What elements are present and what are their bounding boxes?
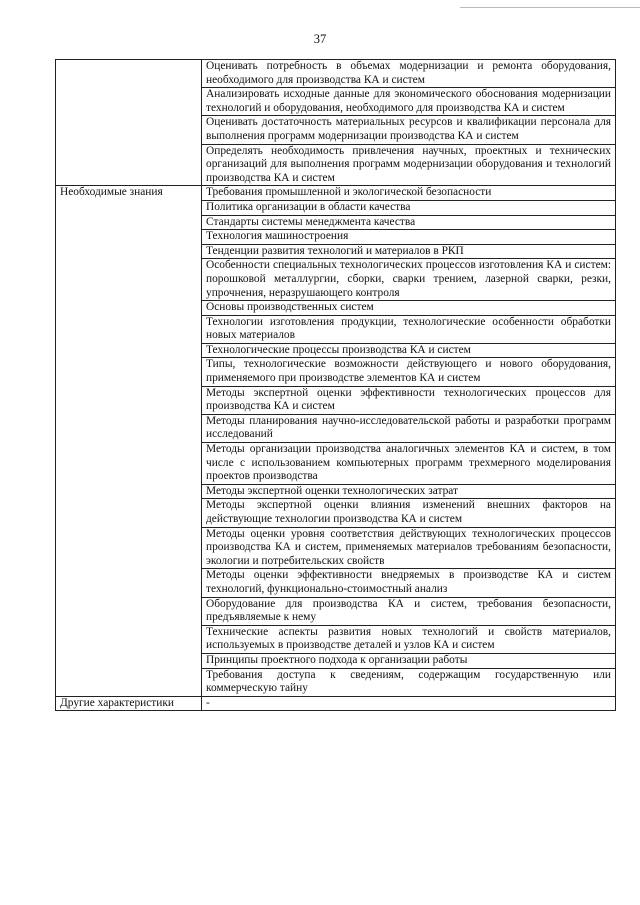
knowledge-item: Тенденции развития технологий и материалов в РКП [202,244,616,259]
knowledge-item: Требования доступа к сведениям, содержащим государственную или коммерческую тайну [202,668,616,696]
knowledge-item: Методы экспертной оценки влияния изменений внешних факторов на действующие технологии производства КА и систем [202,499,616,527]
other-label: Другие характеристики [56,696,202,711]
knowledge-item: Методы планирования научно-исследовательской работы и разработки программ исследований [202,414,616,442]
knowledge-item: Методы экспертной оценки технологических затрат [202,484,616,499]
knowledge-item: Особенности специальных технологических процессов изготовления КА и систем: порошковой металлургии, сборки, сварки трением, лазерной сварки, резки, упрочнения, неразрушающего контроля [202,259,616,301]
knowledge-item: Требования промышленной и экологической безопасности [202,186,616,201]
knowledge-item: Основы производственных систем [202,301,616,316]
skill-item: Анализировать исходные данные для экономического обоснования модернизации технологий и оборудования, необходимого для производства КА и систем [202,88,616,116]
knowledge-item: Технология машиностроения [202,230,616,245]
knowledge-item: Методы организации производства аналогичных элементов КА и систем, в том числе с использованием компьютерных программ трехмерного моделирования проектов производства [202,443,616,485]
knowledge-item: Принципы проектного подхода к организации работы [202,653,616,668]
knowledge-item: Методы экспертной оценки эффективности технологических процессов для производства КА и систем [202,386,616,414]
table-row [56,60,616,88]
knowledge-item: Методы оценки уровня соответствия действующих технологических процессов производства КА и систем, применяемых материалов требованиям безопасности, экологии и потребительских свойств [202,527,616,569]
knowledge-item: Технологии изготовления продукции, технологические особенности обработки новых материалов [202,315,616,343]
knowledge-label: Необходимые знания [56,186,202,696]
top-edge-line [460,7,640,8]
knowledge-item: Стандарты системы менеджмента качества [202,215,616,230]
knowledge-item: Оборудование для производства КА и систем, требования безопасности, предъявляемые к нему [202,597,616,625]
knowledge-item: Типы, технологические возможности действующего и нового оборудования, применяемого при производстве элементов КА и систем [202,358,616,386]
knowledge-item: Методы оценки эффективности внедряемых в производстве КА и систем технологий, функционально-стоимостный анализ [202,569,616,597]
skill-item: Определять необходимость привлечения научных, проектных и технических организаций для выполнения программ модернизации оборудования и технологий производства КА и систем [202,144,616,186]
skill-item: Оценивать достаточность материальных ресурсов и квалификации персонала для выполнения программ модернизации производства КА и систем [202,116,616,144]
knowledge-item: Технические аспекты развития новых технологий и свойств материалов, используемых в производстве деталей и узлов КА и систем [202,625,616,653]
competency-table [55,59,616,711]
table-row [56,696,616,711]
empty-label-cell [56,60,202,186]
page-number: 37 [313,32,327,46]
knowledge-item: Технологические процессы производства КА и систем [202,343,616,358]
skill-item: Оценивать потребность в объемах модернизации и ремонта оборудования, необходимого для производства КА и систем [202,60,616,88]
knowledge-item: Политика организации в области качества [202,200,616,215]
table-row [56,186,616,201]
other-value: - [202,696,616,711]
